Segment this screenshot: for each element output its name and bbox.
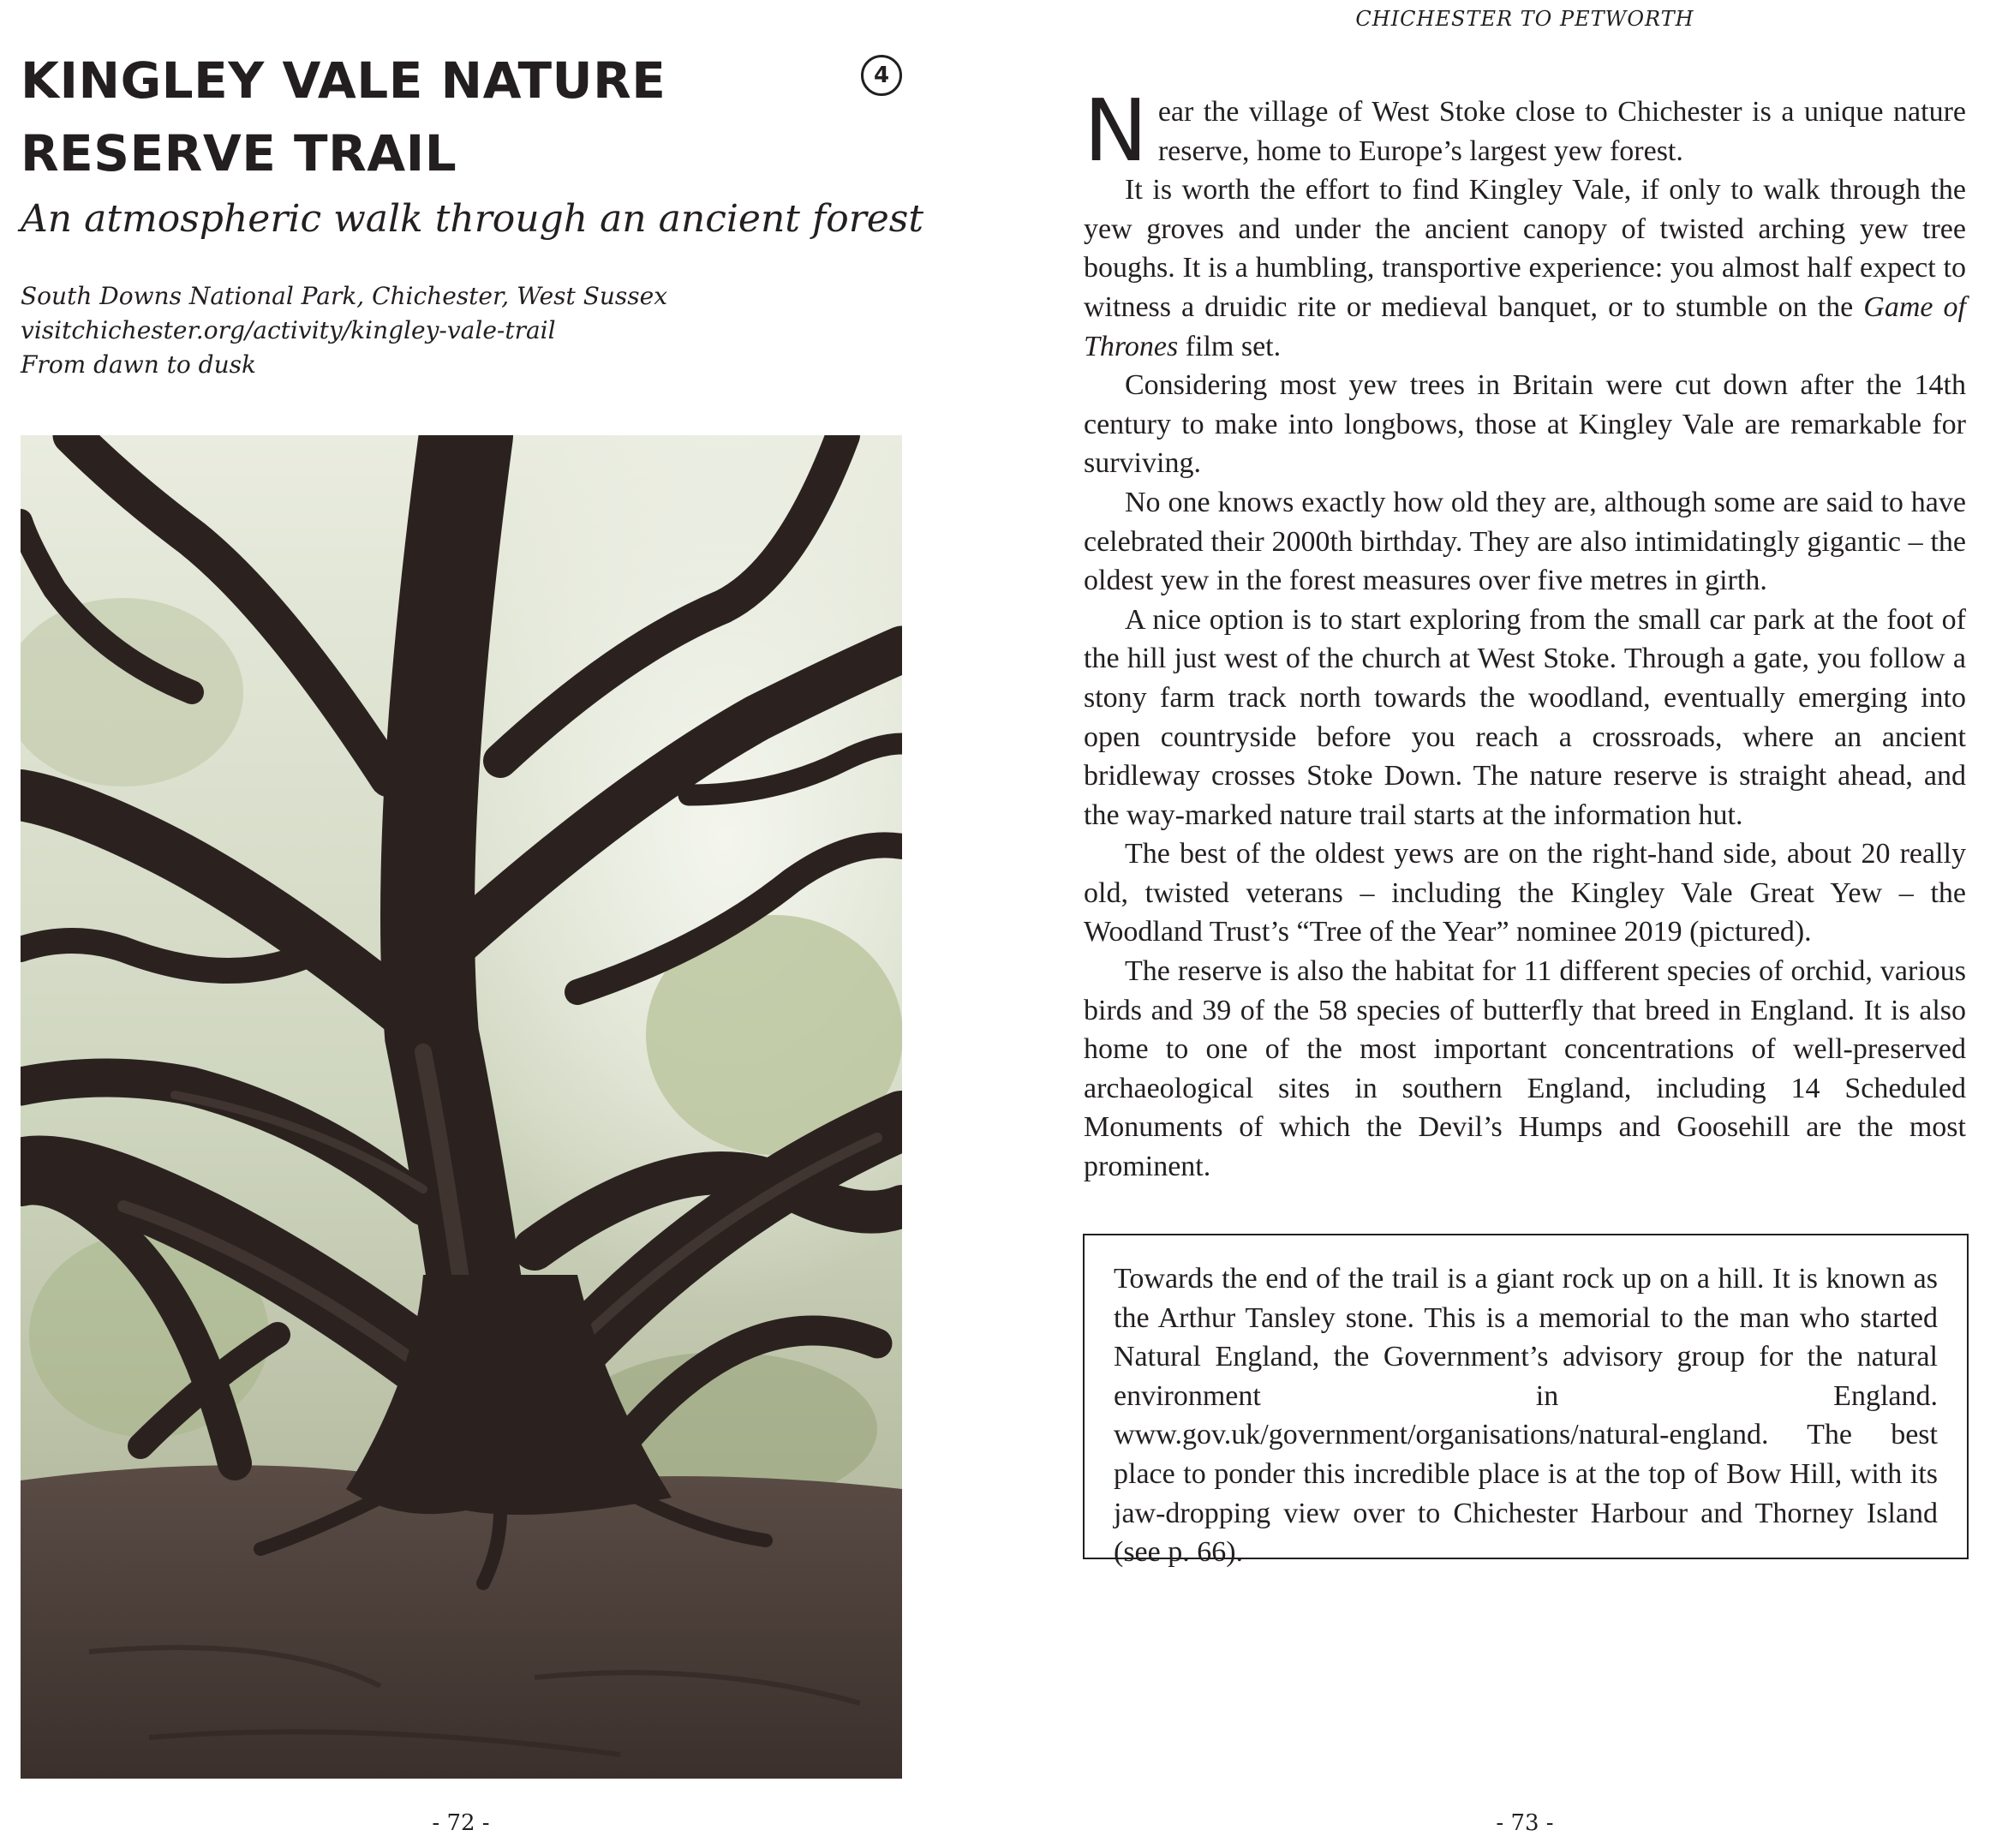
paragraph-1 (1084, 81, 1966, 181)
location-info (21, 279, 911, 382)
paragraph-7: The reserve is also the habitat for 11 different species of orchid, various birds and 39 of the 58 species of butterfly that breed in England. It is also home to one of the most important concentrations of well-preserved archaeological sites in southern England, including 14 Scheduled Monuments of which the Devil’s Humps and Goosehill are the most prominent. (1084, 955, 1966, 1183)
drop-cap: N (1084, 81, 1148, 181)
paragraph-4: No one knows exactly how old they are, although some are said to have celebrated their 2000th birthday. They are also intimidatingly gigantic – the oldest yew in the forest measures over five metres in girth. (1084, 486, 1966, 597)
paragraph-3: Considering most yew trees in Britain were cut down after the 14th century to make into longbows, those at Kingley Vale are remarkable for surviving. (1084, 369, 1966, 480)
website-link[interactable]: visitchichester.org/activity/kingley-vale-trail (21, 316, 556, 344)
paragraph-5: A nice option is to start exploring from the small car park at the foot of the hill just west of the church at West Stoke. Through a gate, you follow a stony farm track north towards the woodland, eventually emerging into open countryside before you reach a crossroads, where an ancient bridleway crosses Stoke Down. The nature reserve is straight ahead, and the way-marked nature trail starts at the information hut. (1084, 603, 1966, 831)
yew-tree-illustration (21, 435, 902, 1779)
page-number-left: - 72 - (432, 1810, 490, 1836)
page-title: KINGLEY VALE NATURE RESERVE TRAIL (21, 51, 666, 182)
paragraph-1-text: ear the village of West Stoke close to Chichester is a unique nature reserve, home to Europe’s largest yew forest. (1157, 96, 1966, 167)
opening-hours: From dawn to dusk (21, 350, 256, 379)
location-text: South Downs National Park, Chichester, West Sussex (21, 282, 668, 310)
info-box: Towards the end of the trail is a giant rock up on a hill. It is known as the Arthur Tansley stone. This is a memorial to the man who started Natural England, the Government’s advisory group for the natural environment in England. www.gov.uk/government/organisations/natural-england. The best place to ponder this incredible place is at the top of Bow Hill, with its jaw-dropping view over to Chichester Harbour and Thorney Island (see p. 66). (1083, 1234, 1969, 1559)
paragraph-2 (1084, 170, 1966, 366)
paragraph-2-text: It is worth the effort to find Kingley Vale, if only to walk through the yew groves and under the ancient canopy of twisted arching yew tree boughs. It is a humbling, transportive experience: you almost half expect to witness a druidic rite or medieval banquet, or to stumble on the (1084, 174, 1966, 323)
paragraph-6: The best of the oldest yews are on the right-hand side, about 20 really old, twisted veterans – including the Kingley Vale Great Yew – the Woodland Trust’s “Tree of the Year” nominee 2019 (pictured). (1084, 838, 1966, 948)
paragraph-2-italic: Game of Thrones (1084, 290, 1966, 362)
page-subtitle: An atmospheric walk through an ancient forest (21, 197, 924, 241)
entry-number-badge: 4 (861, 55, 902, 96)
running-head: CHICHESTER TO PETWORTH (1355, 7, 1694, 31)
article-body (1084, 81, 1966, 1187)
paragraph-2-end: film set. (1178, 330, 1282, 362)
page-number-right: - 73 - (1496, 1810, 1554, 1836)
yew-tree-photo (21, 435, 902, 1779)
